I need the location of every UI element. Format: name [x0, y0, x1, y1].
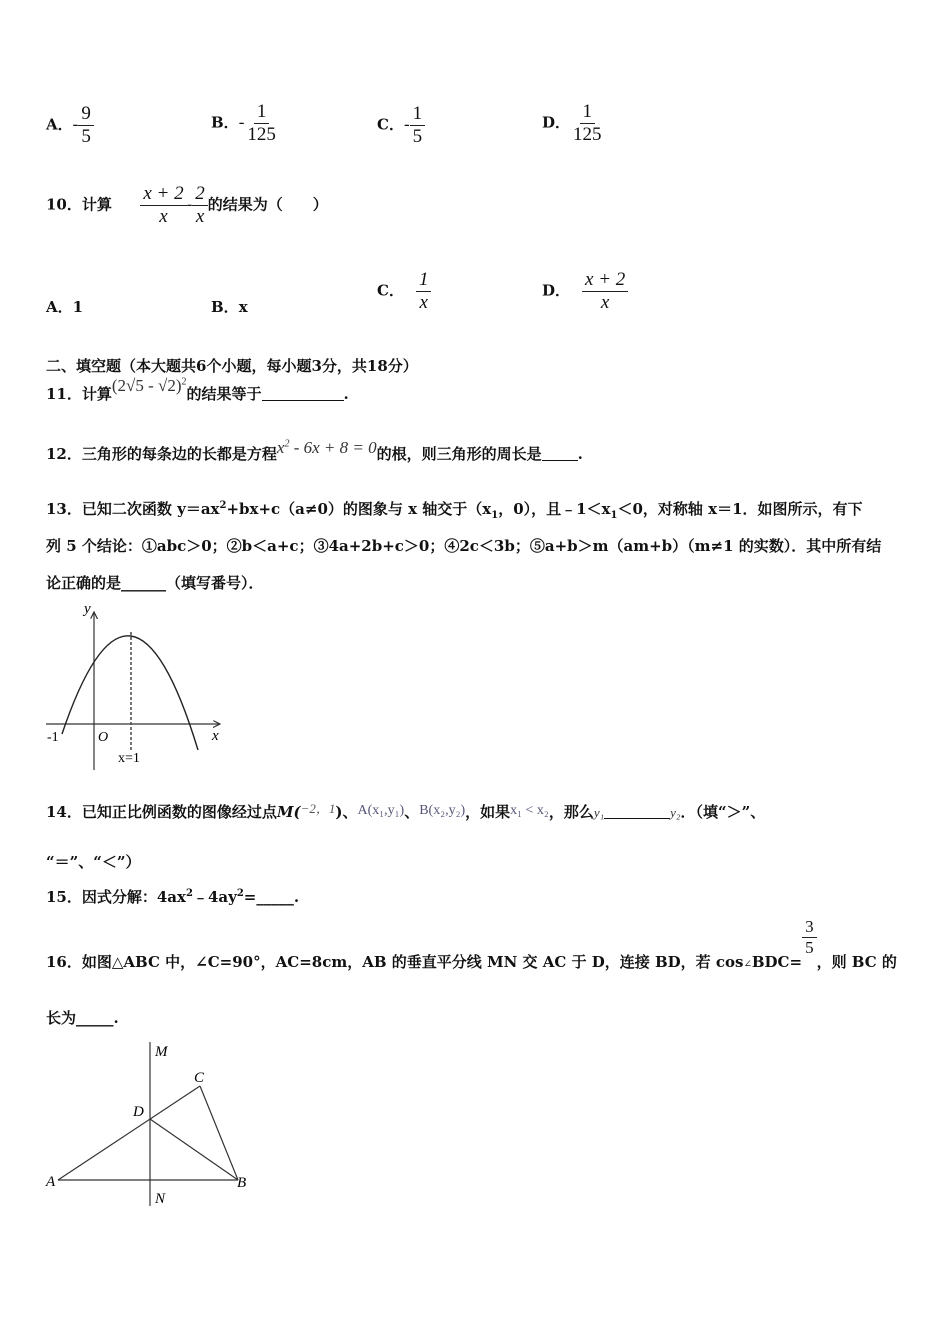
fraction: $\frac{2}{x}$ [192, 183, 208, 228]
parabola-graph [44, 600, 230, 776]
question-13-line-2: 列 5 个结论：①abc＞0；②b＜a+c；③4a+2b+c＞0；④2c＜3b；⑤a+b＞m（am+b）（m≠1 的实数）．其中所有结 [46, 537, 882, 555]
section-title: 二、填空题（本大题共6个小题，每小题3分，共18分） [46, 357, 418, 375]
y-label: y [84, 601, 91, 617]
q10-option-c: C． $\frac{1}{x}$ [377, 269, 431, 314]
q10-option-a: A．1 [46, 298, 84, 316]
x-label: x [212, 728, 219, 744]
q9-option-c: C．- $\frac{1}{5}$ [377, 103, 425, 148]
triangle-graph [44, 1040, 256, 1208]
q9-option-b: B．- $\frac{1}{125}$ [211, 101, 279, 146]
q9-option-d: D． $\frac{1}{125}$ [542, 101, 605, 146]
q10-option-b: B．x [211, 298, 248, 316]
math-expression: $x^2 - 6x + 8 = 0$ [276, 438, 377, 457]
q10-option-d: D． $\frac{x + 2}{x}$ [542, 269, 628, 314]
side-ac [58, 1086, 200, 1180]
fraction: $\frac{1}{x}$ [416, 269, 432, 314]
question-16-line-2: 长为_____. [46, 1009, 119, 1027]
fraction: $\frac{3}{5}$ [802, 917, 817, 957]
question-10: 10．计算 $\frac{x + 2}{x}$ - $\frac{2}{x}$ 的结果为（ ） [46, 183, 328, 227]
question-14-line-1: 14．已知正比例函数的图像经过点M(−2，1)、A(x₁,y₁)、B(x₂,y₂)，如果x₁ < x₂，那么y₁ y₂．（填“＞”、 [46, 801, 766, 821]
label-b: B [237, 1175, 247, 1191]
fraction: $\frac{x + 2}{x}$ [582, 269, 628, 314]
answer-blank[interactable] [542, 446, 578, 461]
question-13-line-3: 论正确的是______（填写番号）． [46, 574, 264, 592]
segment-bd [150, 1119, 238, 1180]
answer-blank[interactable] [604, 804, 670, 819]
question-14-line-2: “＝”、“＜”） [46, 853, 141, 871]
fraction: $\frac{1}{5}$ [410, 103, 426, 148]
origin-label: O [98, 730, 109, 745]
parabola-curve [62, 636, 198, 750]
side-cb [200, 1086, 238, 1180]
neg-one-label: -1 [47, 730, 59, 745]
label-a: A [46, 1174, 56, 1190]
fraction: $\frac{9}{5}$ [78, 103, 94, 148]
fraction: $\frac{1}{125}$ [247, 101, 276, 145]
math-expression: (2√5 - √2)$^2$ [111, 376, 187, 395]
fraction: $\frac{x + 2}{x}$ [140, 183, 186, 228]
question-13-line-1: 13．已知二次函数 $y=ax^2+bx+c(a\ne 0)$的图象与 x 轴交于（$x_1$，0），且$﹣1<x_1<0$，对称轴 x＝1．如图所示，有下 [46, 500, 863, 521]
label-c: C [194, 1070, 205, 1086]
question-11: 11．计算(2√5 - √2)$^2$的结果等于 . [46, 376, 349, 403]
question-16-line-1: 16．如图△ABC 中，∠C=90°，AC=8cm，AB 的垂直平分线 MN 交 AC 于 D，连接 BD，若 $\cos_\angle BDC=$ $\frac{3}{5}$ ，则 BC 的 [46, 917, 897, 972]
label-m: M [155, 1044, 168, 1060]
label-d: D [133, 1104, 144, 1120]
symmetry-axis-label: x=1 [118, 751, 140, 766]
question-15: 15．因式分解：$4ax^2﹣4ay^2=\_\_\_\_\_$. [46, 888, 300, 906]
q9-option-a: A．- $\frac{9}{5}$ [46, 103, 94, 148]
question-12: 12．三角形的每条边的长都是方程$x^2 - 6x + 8 = 0$的根，则三角形的周长是 . [46, 438, 583, 463]
fraction: $\frac{1}{125}$ [573, 101, 602, 145]
answer-blank[interactable] [262, 386, 344, 401]
label-n: N [155, 1191, 166, 1207]
